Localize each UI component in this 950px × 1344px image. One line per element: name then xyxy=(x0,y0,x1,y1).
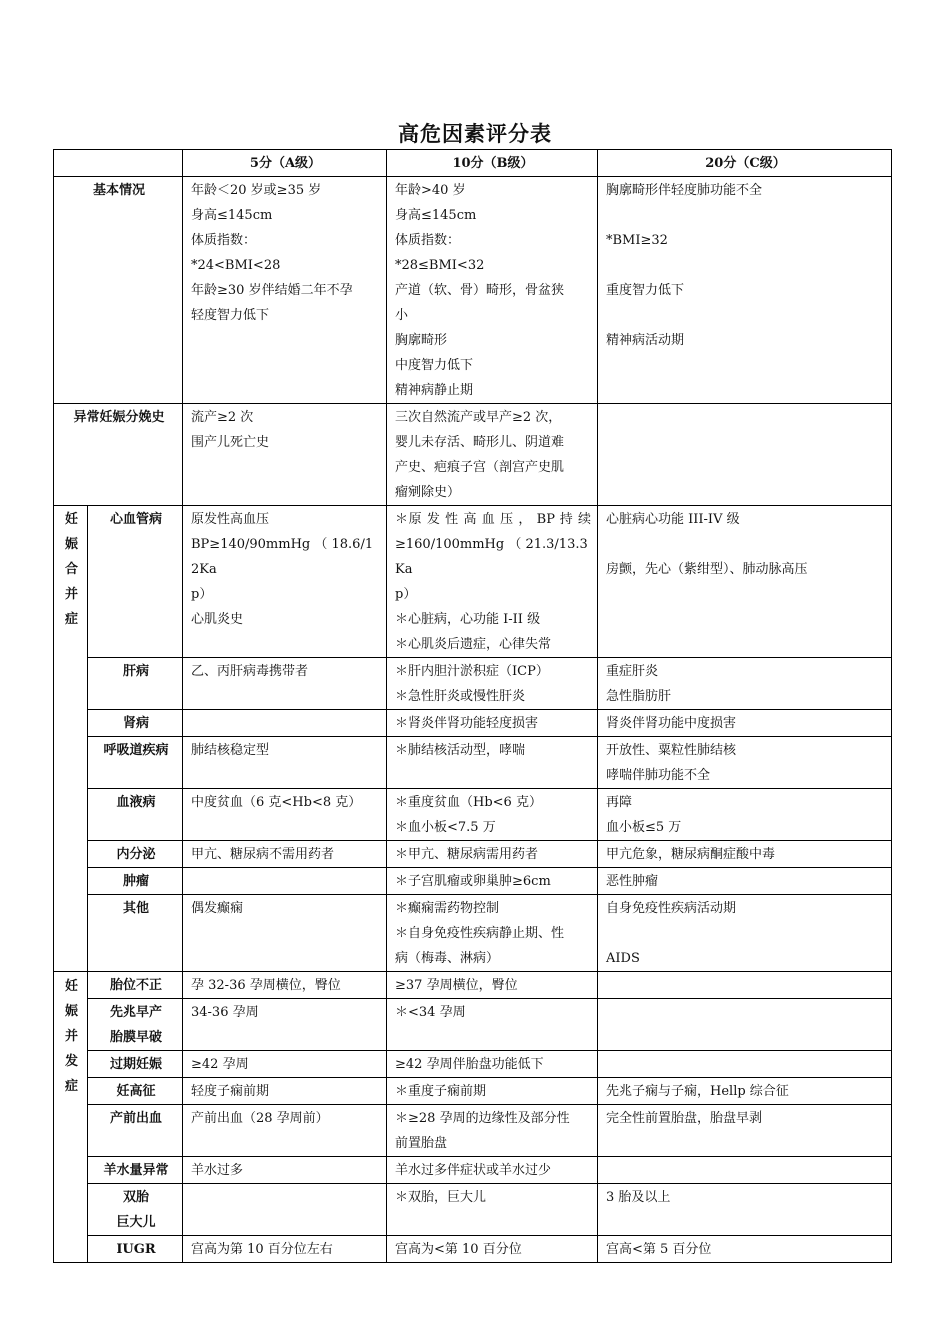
cell-line: ＊肺结核活动型，哮喘 xyxy=(395,743,526,758)
pregnancy-grade-b xyxy=(387,1157,598,1184)
cell-line: 婴儿未存活、畸形儿、阴道难 xyxy=(395,435,565,450)
pregnancy-grade-c xyxy=(598,1105,892,1157)
cell-line: 胸廓畸形 xyxy=(395,333,448,348)
group-char: 症 xyxy=(64,612,78,627)
pregnancy-label-line: 胎位不正 xyxy=(109,978,162,993)
group-label-complications xyxy=(54,506,88,972)
complication-grade-c xyxy=(598,506,892,658)
cell-line: 心脏病心功能 III-IV 级 xyxy=(606,512,740,527)
header-grade-a: 5分（A级） xyxy=(183,150,387,177)
cell-line xyxy=(606,303,885,328)
pregnancy-grade-b xyxy=(387,972,598,999)
pregnancy-label xyxy=(88,1157,183,1184)
page-title: 高危因素评分表 xyxy=(398,121,552,146)
cell-line: 羊水过多 xyxy=(191,1163,244,1178)
cell-line: 产史、疤痕子宫（剖宫产史肌 xyxy=(395,460,565,475)
pregnancy-label-line: IUGR xyxy=(116,1242,156,1257)
complication-grade-c xyxy=(598,895,892,972)
basic-grade-a xyxy=(183,177,387,404)
pregnancy-grade-a xyxy=(183,1078,387,1105)
complication-grade-a xyxy=(183,710,387,737)
complication-grade-b xyxy=(387,710,598,737)
cell-line: ＊重度子痫前期 xyxy=(395,1084,487,1099)
row-basic xyxy=(54,177,892,404)
pregnancy-grade-a xyxy=(183,1184,387,1236)
complication-label: 肾病 xyxy=(88,710,183,737)
cell-line: 身高≤145cm xyxy=(191,208,273,223)
cell-line: 心肌炎史 xyxy=(191,612,244,627)
cell-line: 3 胎及以上 xyxy=(606,1190,671,1205)
cell-line xyxy=(606,532,885,557)
complication-label: 其他 xyxy=(88,895,183,972)
complication-grade-b xyxy=(387,658,598,710)
pregnancy-label xyxy=(88,972,183,999)
complication-grade-b xyxy=(387,506,598,658)
cell-line: 急性脂肪肝 xyxy=(606,689,672,704)
basic-label: 基本情况 xyxy=(54,177,183,404)
pregnancy-grade-b xyxy=(387,1051,598,1078)
cell-line: ＊血小板<7.5 万 xyxy=(395,820,496,835)
pregnancy-label-line: 羊水量异常 xyxy=(103,1163,169,1178)
row-complication xyxy=(54,895,892,972)
cell-line: 产道（软、骨）畸形，骨盆狭 xyxy=(395,283,565,298)
cell-line: 自身免疫性疾病活动期 xyxy=(606,901,737,916)
cell-line: ＊重度贫血（Hb<6 克） xyxy=(395,795,542,810)
complication-label: 内分泌 xyxy=(88,841,183,868)
cell-line: *24<BMI<28 xyxy=(191,258,281,273)
cell-line: ＊肾炎伴肾功能轻度损害 xyxy=(395,716,539,731)
pregnancy-grade-b xyxy=(387,999,598,1051)
pregnancy-label-line: 妊高征 xyxy=(116,1084,156,1099)
row-complication xyxy=(54,506,892,658)
cell-line: 年龄>40 岁 xyxy=(395,183,466,198)
cell-line: 宫高为<第 10 百分位 xyxy=(395,1242,522,1257)
cell-line: ＊肝内胆汁淤积症（ICP） xyxy=(395,664,549,679)
cell-line: 病（梅毒、淋病） xyxy=(395,951,500,966)
cell-line: 瘤剜除史） xyxy=(395,485,461,500)
row-complication xyxy=(54,658,892,710)
complication-grade-b xyxy=(387,789,598,841)
cell-line: 体质指数： xyxy=(191,233,257,248)
complication-grade-a xyxy=(183,658,387,710)
pregnancy-label-line: 先兆早产 xyxy=(109,1005,162,1020)
group-char: 娠 xyxy=(64,1004,78,1019)
complication-grade-c xyxy=(598,710,892,737)
pregnancy-grade-c xyxy=(598,1236,892,1263)
pregnancy-grade-c xyxy=(598,972,892,999)
complication-grade-c xyxy=(598,841,892,868)
cell-line: 轻度子痫前期 xyxy=(191,1084,270,1099)
cell-line: 偶发癫痫 xyxy=(191,901,244,916)
row-pregnancy xyxy=(54,1236,892,1263)
header-blank-cell xyxy=(54,150,183,177)
group-char: 发 xyxy=(64,1054,78,1069)
pregnancy-grade-a xyxy=(183,1051,387,1078)
risk-score-table xyxy=(53,149,892,1263)
cell-line: 甲亢危象，糖尿病酮症酸中毒 xyxy=(606,847,776,862)
complication-grade-a xyxy=(183,789,387,841)
cell-line xyxy=(606,921,885,946)
basic-grade-c xyxy=(598,177,892,404)
row-complication xyxy=(54,710,892,737)
abnormal-grade-c xyxy=(598,404,892,506)
pregnancy-grade-b xyxy=(387,1236,598,1263)
cell-line: 再障 xyxy=(606,795,633,810)
complication-label: 肝病 xyxy=(88,658,183,710)
cell-line: 原发性高血压 xyxy=(191,512,270,527)
cell-line: ＊甲亢、糖尿病需用药者 xyxy=(395,847,539,862)
row-pregnancy xyxy=(54,972,892,999)
row-complication xyxy=(54,737,892,789)
cell-line: ≥42 孕周伴胎盘功能低下 xyxy=(395,1057,544,1072)
group-char: 合 xyxy=(64,562,78,577)
cell-line: 产前出血（28 孕周前） xyxy=(191,1111,329,1126)
cell-line xyxy=(606,203,885,228)
row-pregnancy xyxy=(54,1157,892,1184)
complication-grade-c xyxy=(598,868,892,895)
group-char: 娠 xyxy=(64,537,78,552)
header-grade-c: 20分（C级） xyxy=(598,150,892,177)
row-pregnancy xyxy=(54,999,892,1051)
pregnancy-grade-c xyxy=(598,999,892,1051)
cell-line: 轻度智力低下 xyxy=(191,308,270,323)
pregnancy-label-line: 胎膜早破 xyxy=(109,1030,162,1045)
cell-line: 精神病静止期 xyxy=(395,383,474,398)
pregnancy-label xyxy=(88,1184,183,1236)
pregnancy-label-line: 产前出血 xyxy=(109,1111,162,1126)
pregnancy-label-line: 双胎 xyxy=(122,1190,149,1205)
pregnancy-grade-b xyxy=(387,1105,598,1157)
cell-line: 年龄≥30 岁伴结婚二年不孕 xyxy=(191,283,353,298)
group-char: 并 xyxy=(64,1029,78,1044)
row-complication xyxy=(54,868,892,895)
cell-line: 开放性、粟粒性肺结核 xyxy=(606,743,737,758)
header-grade-b: 10分（B级） xyxy=(387,150,598,177)
cell-line: 精神病活动期 xyxy=(606,333,685,348)
pregnancy-label xyxy=(88,1105,183,1157)
cell-line: 恶性肿瘤 xyxy=(606,874,659,889)
complication-grade-a xyxy=(183,868,387,895)
complication-grade-b xyxy=(387,737,598,789)
cell-line: ＊原 发 性 高 血 压 ， BP 持 续 xyxy=(395,512,591,527)
complication-grade-b xyxy=(387,868,598,895)
row-pregnancy xyxy=(54,1051,892,1078)
pregnancy-grade-b xyxy=(387,1078,598,1105)
cell-line: BP≥140/90mmHg （ 18.6/12Ka xyxy=(191,537,374,577)
cell-line: ≥160/100mmHg （ 21.3/13.3Ka xyxy=(395,537,588,577)
cell-line: ＊双胎，巨大儿 xyxy=(395,1190,487,1205)
pregnancy-label-line: 巨大儿 xyxy=(116,1215,156,1230)
pregnancy-grade-a xyxy=(183,999,387,1051)
cell-line: ≥37 孕周横位，臀位 xyxy=(395,978,518,993)
complication-grade-a xyxy=(183,841,387,868)
cell-line: p） xyxy=(191,587,213,602)
cell-line: 完全性前置胎盘，胎盘早剥 xyxy=(606,1111,763,1126)
complication-grade-c xyxy=(598,658,892,710)
cell-line: 哮喘伴肺功能不全 xyxy=(606,768,711,783)
cell-line: ＊急性肝炎或慢性肝炎 xyxy=(395,689,526,704)
cell-line: 三次自然流产或早产≥2 次， xyxy=(395,410,562,425)
complication-grade-c xyxy=(598,789,892,841)
pregnancy-grade-a xyxy=(183,972,387,999)
cell-line: 中度贫血（6 克<Hb<8 克） xyxy=(191,795,362,810)
cell-line: AIDS xyxy=(606,951,640,966)
cell-line: 中度智力低下 xyxy=(395,358,474,373)
cell-line: 甲亢、糖尿病不需用药者 xyxy=(191,847,335,862)
pregnancy-grade-c xyxy=(598,1078,892,1105)
cell-line: 重度智力低下 xyxy=(606,283,685,298)
cell-line: 体质指数： xyxy=(395,233,461,248)
cell-line: 房颤，先心（紫绀型）、肺动脉高压 xyxy=(606,562,808,577)
cell-line: 肺结核稳定型 xyxy=(191,743,270,758)
complication-grade-a xyxy=(183,895,387,972)
pregnancy-label xyxy=(88,1236,183,1263)
cell-line: 年龄＜20 岁或≥35 岁 xyxy=(191,183,322,198)
pregnancy-grade-c xyxy=(598,1184,892,1236)
row-complication xyxy=(54,841,892,868)
complication-grade-a xyxy=(183,737,387,789)
pregnancy-grade-a xyxy=(183,1105,387,1157)
cell-line: 前置胎盘 xyxy=(395,1136,448,1151)
cell-line: ＊癫痫需药物控制 xyxy=(395,901,500,916)
cell-line: 孕 32-36 孕周横位，臀位 xyxy=(191,978,341,993)
cell-line: 肾炎伴肾功能中度损害 xyxy=(606,716,737,731)
header-row xyxy=(54,150,892,177)
pregnancy-grade-c xyxy=(598,1157,892,1184)
cell-line: 羊水过多伴症状或羊水过少 xyxy=(395,1163,552,1178)
group-char: 妊 xyxy=(64,512,78,527)
cell-line: ＊子宫肌瘤或卵巢肿≥6cm xyxy=(395,874,551,889)
cell-line: 流产≥2 次 xyxy=(191,410,254,425)
abnormal-grade-a xyxy=(183,404,387,506)
complication-label: 心血管病 xyxy=(88,506,183,658)
cell-line: 围产儿死亡史 xyxy=(191,435,270,450)
complication-label: 呼吸道疾病 xyxy=(88,737,183,789)
cell-line: *28≤BMI<32 xyxy=(395,258,485,273)
cell-line: ≥42 孕周 xyxy=(191,1057,249,1072)
pregnancy-grade-b xyxy=(387,1184,598,1236)
row-abnormal xyxy=(54,404,892,506)
cell-line: 先兆子痫与子痫，Hellp 综合征 xyxy=(606,1084,789,1099)
pregnancy-label xyxy=(88,999,183,1051)
pregnancy-label xyxy=(88,1078,183,1105)
cell-line xyxy=(606,253,885,278)
complication-label: 血液病 xyxy=(88,789,183,841)
pregnancy-grade-a xyxy=(183,1157,387,1184)
complication-grade-b xyxy=(387,895,598,972)
cell-line: ＊心肌炎后遗症，心律失常 xyxy=(395,637,552,652)
cell-line: p） xyxy=(395,587,417,602)
cell-line: ＊心脏病，心功能 I-II 级 xyxy=(395,612,541,627)
complication-label: 肿瘤 xyxy=(88,868,183,895)
row-pregnancy xyxy=(54,1105,892,1157)
cell-line: 宫高<第 5 百分位 xyxy=(606,1242,712,1257)
group-char: 症 xyxy=(64,1079,78,1094)
complication-grade-a xyxy=(183,506,387,658)
pregnancy-grade-c xyxy=(598,1051,892,1078)
abnormal-label: 异常妊娠分娩史 xyxy=(54,404,183,506)
abnormal-grade-b xyxy=(387,404,598,506)
cell-line: 胸廓畸形伴轻度肺功能不全 xyxy=(606,183,763,198)
cell-line: 34-36 孕周 xyxy=(191,1005,259,1020)
group-char: 妊 xyxy=(64,979,78,994)
row-pregnancy xyxy=(54,1184,892,1236)
complication-grade-c xyxy=(598,737,892,789)
complication-grade-b xyxy=(387,841,598,868)
cell-line: 身高≤145cm xyxy=(395,208,477,223)
cell-line: ＊≥28 孕周的边缘性及部分性 xyxy=(395,1111,570,1126)
basic-grade-b xyxy=(387,177,598,404)
cell-line: ＊自身免疫性疾病静止期、性 xyxy=(395,926,565,941)
cell-line: 小 xyxy=(395,308,409,323)
cell-line: 乙、丙肝病毒携带者 xyxy=(191,664,309,679)
pregnancy-grade-a xyxy=(183,1236,387,1263)
group-char: 并 xyxy=(64,587,78,602)
pregnancy-label xyxy=(88,1051,183,1078)
row-pregnancy xyxy=(54,1078,892,1105)
cell-line: 宫高为第 10 百分位左右 xyxy=(191,1242,333,1257)
cell-line: 重症肝炎 xyxy=(606,664,659,679)
cell-line: ＊<34 孕周 xyxy=(395,1005,466,1020)
group-label-pregnancy xyxy=(54,972,88,1263)
row-complication xyxy=(54,789,892,841)
cell-line: 血小板≤5 万 xyxy=(606,820,682,835)
pregnancy-label-line: 过期妊娠 xyxy=(109,1057,162,1072)
cell-line: *BMI≥32 xyxy=(606,233,668,248)
